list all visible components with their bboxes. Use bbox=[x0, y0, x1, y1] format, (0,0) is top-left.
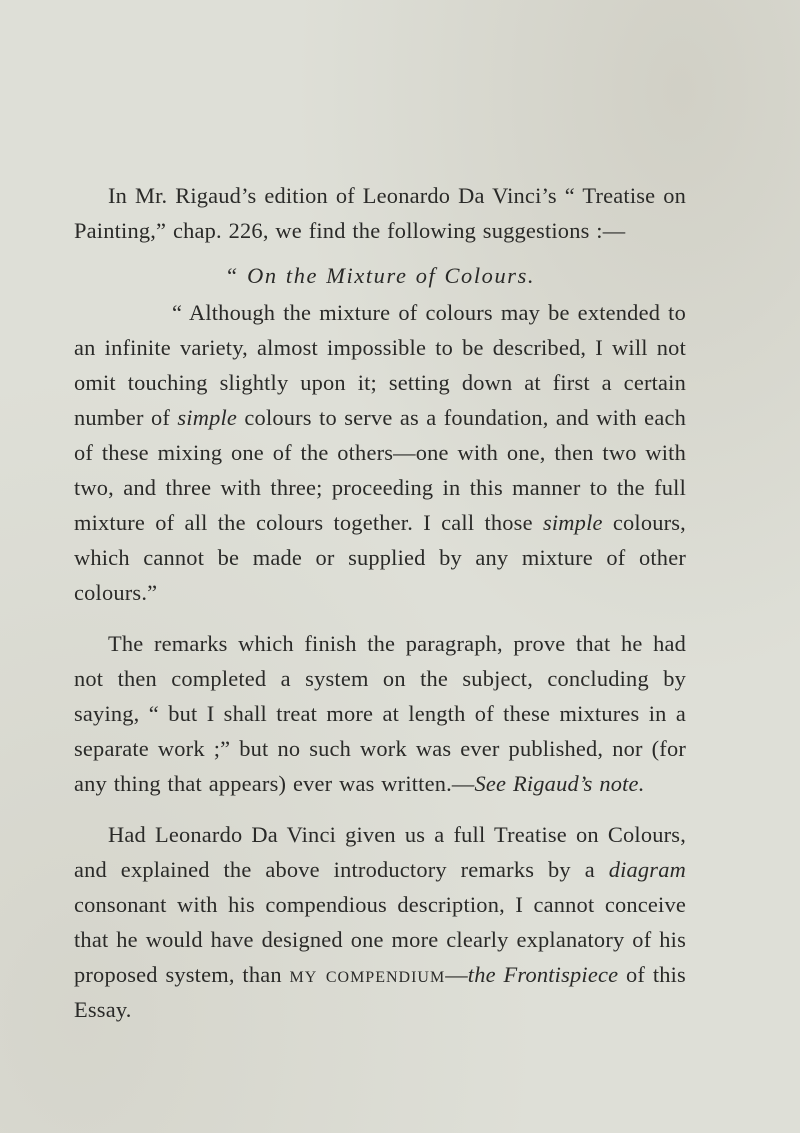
quote-text-3: colours, which cannot be made or supplied by any mixture of other colours.” bbox=[74, 510, 686, 605]
remarks-paragraph bbox=[74, 626, 686, 801]
quote-italic-simple-2: simple bbox=[542, 510, 603, 535]
conclusion-text-4: of this Essay. bbox=[74, 962, 686, 1022]
conclusion-text-3: — bbox=[445, 962, 468, 987]
intro-paragraph bbox=[74, 178, 686, 248]
remarks-italic-note: See Rigaud’s note. bbox=[474, 771, 645, 796]
conclusion-paragraph bbox=[74, 817, 686, 1027]
intro-text: In Mr. Rigaud’s edition of Leonardo Da Vinci’s “ Treatise on Painting,” chap. 226, we find the following suggestions :— bbox=[74, 183, 686, 243]
text-block bbox=[74, 178, 686, 1027]
quote-text-2: colours to serve as a foundation, and with each of these mixing one of the others—one with one, then two with two, and three with three; proceeding in this manner to the full mixture of all the colours together. I call those bbox=[74, 405, 686, 535]
quote-heading: “ On the Mixture of Colours. bbox=[224, 263, 536, 288]
conclusion-text-2: consonant with his compendious description, I cannot conceive that he would have designed one more clearly explanatory of his proposed system, than bbox=[74, 892, 686, 987]
conclusion-text-1: Had Leonardo Da Vinci given us a full Treatise on Colours, and explained the above introductory remarks by a bbox=[74, 822, 686, 882]
conclusion-smallcaps-compendium: my compendium bbox=[289, 962, 446, 987]
paragraph-gap bbox=[74, 801, 686, 817]
quote-paragraph bbox=[74, 295, 686, 610]
conclusion-italic-frontispiece: the Frontispiece bbox=[467, 962, 619, 987]
conclusion-italic-diagram: diagram bbox=[608, 857, 686, 882]
quote-italic-simple-1: simple bbox=[177, 405, 238, 430]
paragraph-gap bbox=[74, 610, 686, 626]
quote-text-1: “ Although the mixture of colours may be extended to an infinite variety, almost impossible to be described, I will not omit touching slightly upon it; setting down at first a certain number of bbox=[74, 300, 686, 430]
remarks-text-1: The remarks which finish the paragraph, prove that he had not then completed a system on the subject, concluding by saying, “ but I shall treat more at length of these mixtures in a separate work ;” but no such work was ever published, nor (for any thing that appears) ever was written.— bbox=[74, 631, 686, 796]
